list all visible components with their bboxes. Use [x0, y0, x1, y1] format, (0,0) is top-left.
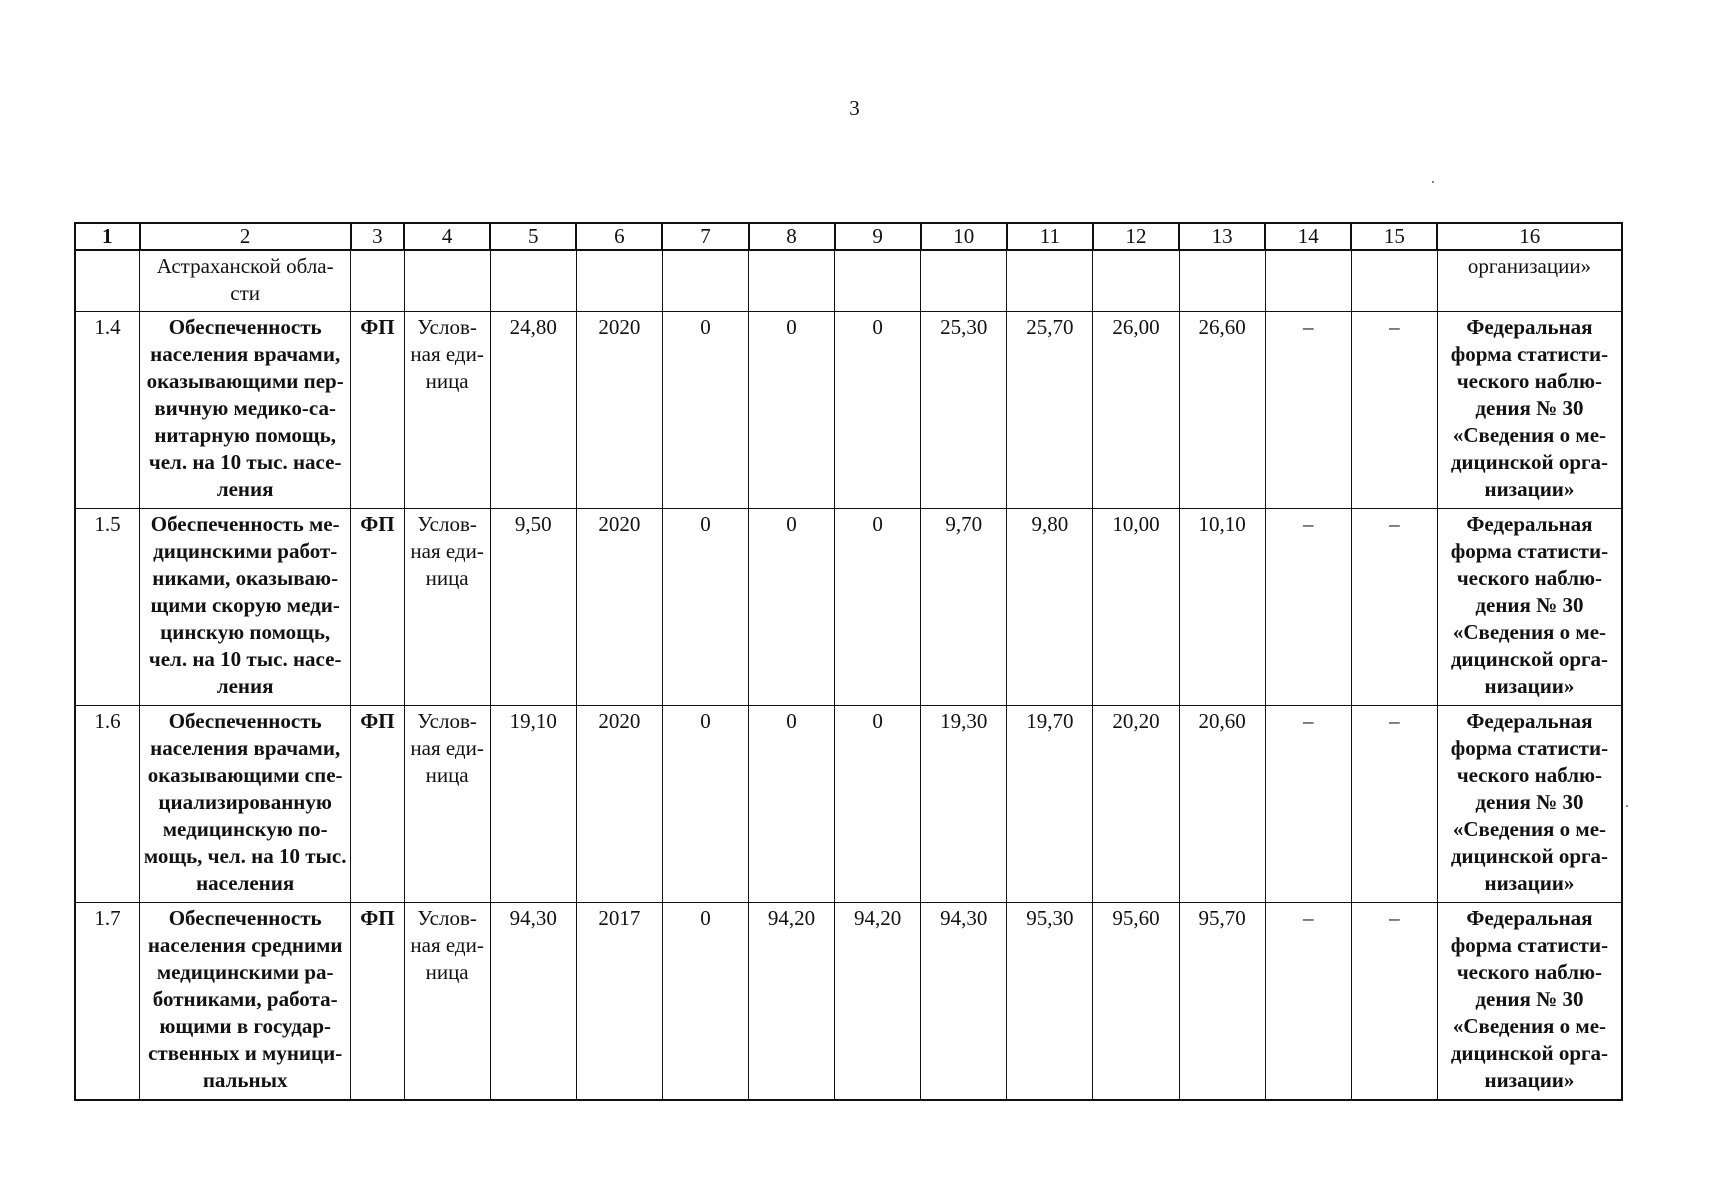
base-year-cell: 2017 [576, 903, 662, 1101]
scan-speck [1626, 805, 1628, 807]
table-row [75, 706, 1622, 903]
value-cell: 9,80 [1007, 509, 1093, 706]
table-row [75, 903, 1622, 1101]
column-number: 1 [75, 223, 140, 250]
value-cell: 19,30 [921, 706, 1007, 903]
value-cell: 0 [835, 509, 921, 706]
column-number-row [75, 223, 1622, 250]
value-cell: 25,30 [921, 312, 1007, 509]
value-cell: 10,10 [1179, 509, 1265, 706]
value-cell: – [1265, 509, 1351, 706]
column-number: 3 [351, 223, 404, 250]
column-number: 6 [576, 223, 662, 250]
value-cell: – [1265, 312, 1351, 509]
value-cell: 0 [835, 312, 921, 509]
value-cell: – [1351, 312, 1437, 509]
value-cell: 0 [749, 706, 835, 903]
unit-cell: Услов-ная еди-ница [404, 706, 490, 903]
table-row [75, 509, 1622, 706]
column-number: 12 [1093, 223, 1179, 250]
column-number: 16 [1437, 223, 1622, 250]
value-cell: 0 [662, 509, 748, 706]
indicators-table [74, 222, 1623, 1101]
value-cell: 9,70 [921, 509, 1007, 706]
row-number-cell: 1.5 [75, 509, 140, 706]
value-cell: 95,30 [1007, 903, 1093, 1101]
indicator-type-cell: ФП [351, 509, 404, 706]
indicator-name-cell: Астраханской обла-сти [140, 250, 351, 312]
value-cell: 94,20 [749, 903, 835, 1101]
unit-cell: Услов-ная еди-ница [404, 509, 490, 706]
value-cell: 0 [835, 706, 921, 903]
row-number-cell: 1.6 [75, 706, 140, 903]
table-row [75, 312, 1622, 509]
value-cell: 19,70 [1007, 706, 1093, 903]
value-cell: 94,20 [835, 903, 921, 1101]
continuation-row [75, 250, 1622, 312]
value-cell: – [1265, 903, 1351, 1101]
indicator-type-cell: ФП [351, 706, 404, 903]
column-number: 13 [1179, 223, 1265, 250]
base-value-cell: 19,10 [490, 706, 576, 903]
value-cell: 26,60 [1179, 312, 1265, 509]
indicator-type-cell: ФП [351, 903, 404, 1101]
value-cell: – [1351, 706, 1437, 903]
value-cell: 0 [662, 312, 748, 509]
indicator-type-cell: ФП [351, 312, 404, 509]
column-number: 7 [662, 223, 748, 250]
base-year-cell: 2020 [576, 312, 662, 509]
column-number: 10 [921, 223, 1007, 250]
value-cell: 95,60 [1093, 903, 1179, 1101]
value-cell: – [1351, 903, 1437, 1101]
source-cell: Федеральная форма статисти-ческого наблю-дения № 30 «Сведения о ме-дицинской орга-низации» [1437, 509, 1622, 706]
source-cell: Федеральная форма статисти-ческого наблю-дения № 30 «Сведения о ме-дицинской орга-низации» [1437, 312, 1622, 509]
value-cell: 10,00 [1093, 509, 1179, 706]
unit-cell: Услов-ная еди-ница [404, 903, 490, 1101]
base-year-cell: 2020 [576, 509, 662, 706]
source-cell: Федеральная форма статисти-ческого наблю-дения № 30 «Сведения о ме-дицинской орга-низации» [1437, 706, 1622, 903]
indicator-name-cell: Обеспеченность населения средними медицинскими ра-ботниками, работа-ющими в государ-ственных и муници-пальных [140, 903, 351, 1101]
column-number: 14 [1265, 223, 1351, 250]
row-number-cell: 1.4 [75, 312, 140, 509]
column-number: 5 [490, 223, 576, 250]
value-cell: 94,30 [921, 903, 1007, 1101]
source-cell: Федеральная форма статисти-ческого наблю-дения № 30 «Сведения о ме-дицинской орга-низации» [1437, 903, 1622, 1101]
column-number: 9 [835, 223, 921, 250]
base-value-cell: 94,30 [490, 903, 576, 1101]
column-number: 11 [1007, 223, 1093, 250]
unit-cell: Услов-ная еди-ница [404, 312, 490, 509]
column-number: 8 [749, 223, 835, 250]
page-number: 3 [849, 96, 860, 120]
value-cell: 26,00 [1093, 312, 1179, 509]
row-number-cell: 1.7 [75, 903, 140, 1101]
indicator-name-cell: Обеспеченность населения врачами, оказывающими пер-вичную медико-са-нитарную помощь, чел. на 10 тыс. насе-ления [140, 312, 351, 509]
value-cell: 0 [749, 312, 835, 509]
column-number: 4 [404, 223, 490, 250]
value-cell: 0 [662, 903, 748, 1101]
scan-speck [1432, 181, 1434, 183]
indicator-name-cell: Обеспеченность ме-дицинскими работ-никами, оказываю-щими скорую меди-цинскую помощь, чел. на 10 тыс. насе-ления [140, 509, 351, 706]
source-cell: организации» [1437, 250, 1622, 312]
base-value-cell: 9,50 [490, 509, 576, 706]
base-value-cell: 24,80 [490, 312, 576, 509]
value-cell: 25,70 [1007, 312, 1093, 509]
base-year-cell: 2020 [576, 706, 662, 903]
value-cell: 20,20 [1093, 706, 1179, 903]
value-cell: – [1351, 509, 1437, 706]
indicator-name-cell: Обеспеченность населения врачами, оказывающими спе-циализированную медицинскую по-мощь, чел. на 10 тыс. населения [140, 706, 351, 903]
value-cell: 0 [662, 706, 748, 903]
value-cell: – [1265, 706, 1351, 903]
value-cell: 0 [749, 509, 835, 706]
value-cell: 20,60 [1179, 706, 1265, 903]
column-number: 15 [1351, 223, 1437, 250]
column-number: 2 [140, 223, 351, 250]
value-cell: 95,70 [1179, 903, 1265, 1101]
